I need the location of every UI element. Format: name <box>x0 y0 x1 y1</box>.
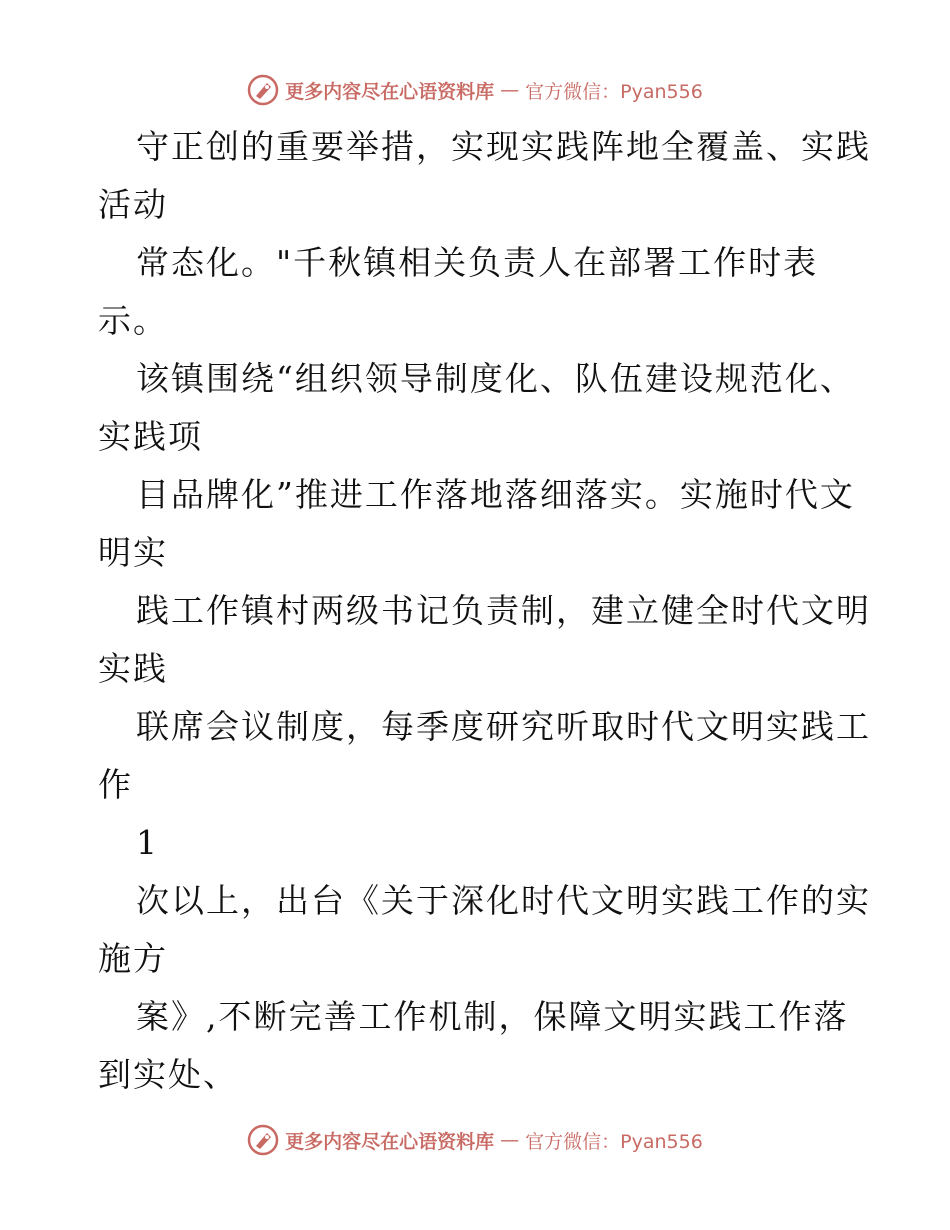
text-line: 该镇围绕“组织领导制度化、队伍建设规范化、 <box>136 359 855 398</box>
pen-nib-icon <box>247 1124 279 1156</box>
text-line: 实践项 <box>98 417 203 456</box>
text-line: 活动 <box>98 185 168 224</box>
watermark-text: 更多内容尽在心语资料库 <box>285 80 495 103</box>
watermark-text: 更多内容尽在心语资料库 <box>285 1130 495 1153</box>
text-line: 作 <box>98 765 133 804</box>
watermark-wechat: 官方微信：Pyan556 <box>525 1130 703 1153</box>
text-line: 联席会议制度，每季度研究听取时代文明实践工 <box>136 707 871 746</box>
text-line: 示。 <box>98 301 168 340</box>
text-line: 到实处、 <box>98 1055 238 1094</box>
header-watermark <box>0 70 950 110</box>
text-line: 次以上，出台《关于深化时代文明实践工作的实 <box>136 881 871 920</box>
text-line: 实践 <box>98 649 168 688</box>
footer-watermark <box>0 1120 950 1160</box>
text-line: 施方 <box>98 939 168 978</box>
text-line: 明实 <box>98 533 168 572</box>
watermark-wechat: 官方微信：Pyan556 <box>525 80 703 103</box>
watermark-dash: — <box>500 1129 520 1151</box>
body-text <box>98 118 871 1104</box>
text-line: 践工作镇村两级书记负责制，建立健全时代文明 <box>136 591 871 630</box>
text-line: 1 <box>136 823 159 862</box>
pen-nib-icon <box>247 74 279 106</box>
text-line: 案》,不断完善工作机制，保障文明实践工作落 <box>136 997 849 1036</box>
text-line: 常态化。"千秋镇相关负责人在部署工作时表 <box>136 243 819 282</box>
watermark-dash: — <box>500 79 520 101</box>
text-line: 守正创的重要举措，实现实践阵地全覆盖、实践 <box>136 127 871 166</box>
text-line: 目品牌化”推进工作落地落细落实。实施时代文 <box>136 475 855 514</box>
